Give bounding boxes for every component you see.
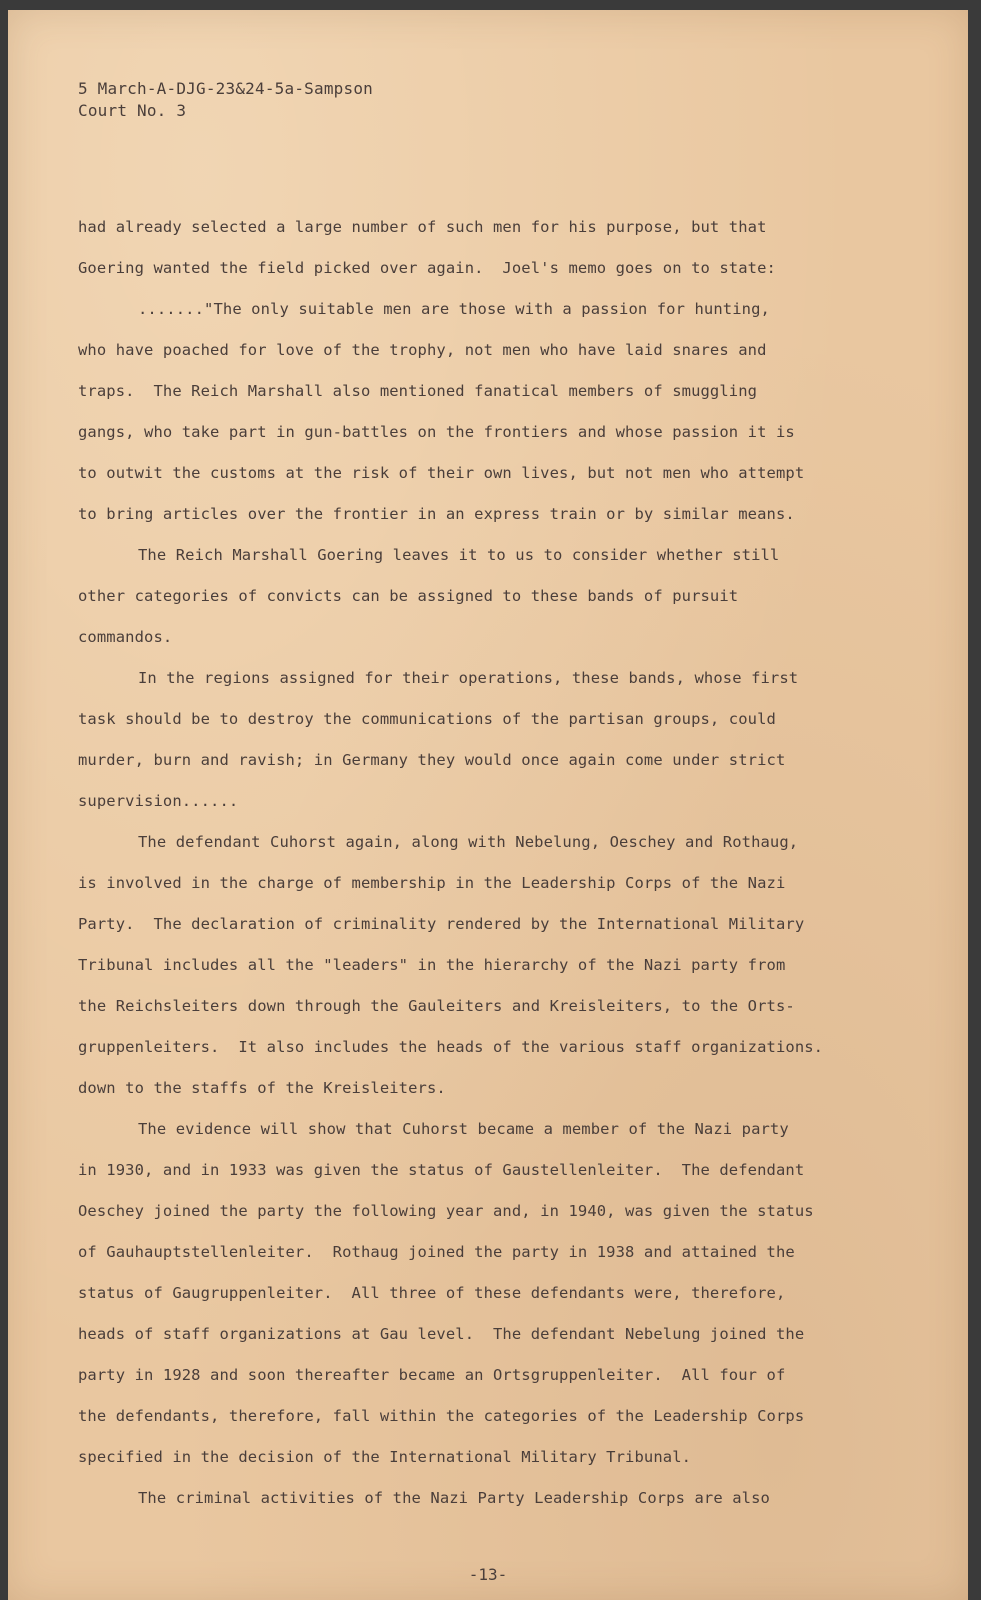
text-line: in 1930, and in 1933 was given the status of Gaustellenleiter. The defendant (78, 1161, 805, 1179)
text-line: In the regions assigned for their operations, these bands, whose first (138, 669, 799, 687)
text-line: status of Gaugruppenleiter. All three of these defendants were, therefore, (78, 1284, 786, 1302)
text-line: Goering wanted the field picked over again. Joel's memo goes on to state: (78, 259, 776, 277)
text-line: gruppenleiters. It also includes the heads of the various staff organizations. (78, 1038, 824, 1056)
text-line: ......."The only suitable men are those with a passion for hunting, (138, 300, 770, 318)
text-line: had already selected a large number of such men for his purpose, but that (78, 218, 767, 236)
text-line: to bring articles over the frontier in an express train or by similar means. (78, 505, 795, 523)
document-page (8, 10, 968, 1600)
text-line: The defendant Cuhorst again, along with Nebelung, Oeschey and Rothaug, (138, 833, 799, 851)
text-line: the defendants, therefore, fall within the categories of the Leadership Corps (78, 1407, 805, 1425)
text-line: The criminal activities of the Nazi Party Leadership Corps are also (138, 1489, 770, 1507)
text-line: murder, burn and ravish; in Germany they would once again come under strict (78, 751, 786, 769)
text-line: Oeschey joined the party the following year and, in 1940, was given the status (78, 1202, 814, 1220)
text-line: Tribunal includes all the "leaders" in the hierarchy of the Nazi party from (78, 956, 786, 974)
header-court: Court No. 3 (78, 101, 187, 120)
header-reference: 5 March-A-DJG-23&24-5a-Sampson (78, 79, 373, 98)
text-line: specified in the decision of the International Military Tribunal. (78, 1448, 692, 1466)
text-line: the Reichsleiters down through the Gauleiters and Kreisleiters, to the Orts- (78, 997, 795, 1015)
text-line: who have poached for love of the trophy, not men who have laid snares and (78, 341, 767, 359)
text-line: down to the staffs of the Kreisleiters. (78, 1079, 446, 1097)
text-line: heads of staff organizations at Gau level. The defendant Nebelung joined the (78, 1325, 805, 1343)
text-line: other categories of convicts can be assigned to these bands of pursuit (78, 587, 739, 605)
text-line: The evidence will show that Cuhorst became a member of the Nazi party (138, 1120, 789, 1138)
text-line: is involved in the charge of membership in the Leadership Corps of the Nazi (78, 874, 786, 892)
text-line: The Reich Marshall Goering leaves it to us to consider whether still (138, 546, 780, 564)
page-number: -13- (468, 1565, 508, 1584)
text-line: to outwit the customs at the risk of their own lives, but not men who attempt (78, 464, 805, 482)
text-line: of Gauhauptstellenleiter. Rothaug joined the party in 1938 and attained the (78, 1243, 795, 1261)
document-header (78, 78, 373, 122)
text-line: supervision...... (78, 792, 239, 810)
text-line: traps. The Reich Marshall also mentioned fanatical members of smuggling (78, 382, 758, 400)
text-line: party in 1928 and soon thereafter became an Ortsgruppenleiter. All four of (78, 1366, 786, 1384)
document-body (78, 207, 898, 1519)
text-line: Party. The declaration of criminality rendered by the International Military (78, 915, 805, 933)
text-line: commandos. (78, 628, 173, 646)
text-line: gangs, who take part in gun-battles on the frontiers and whose passion it is (78, 423, 795, 441)
text-line: task should be to destroy the communications of the partisan groups, could (78, 710, 776, 728)
